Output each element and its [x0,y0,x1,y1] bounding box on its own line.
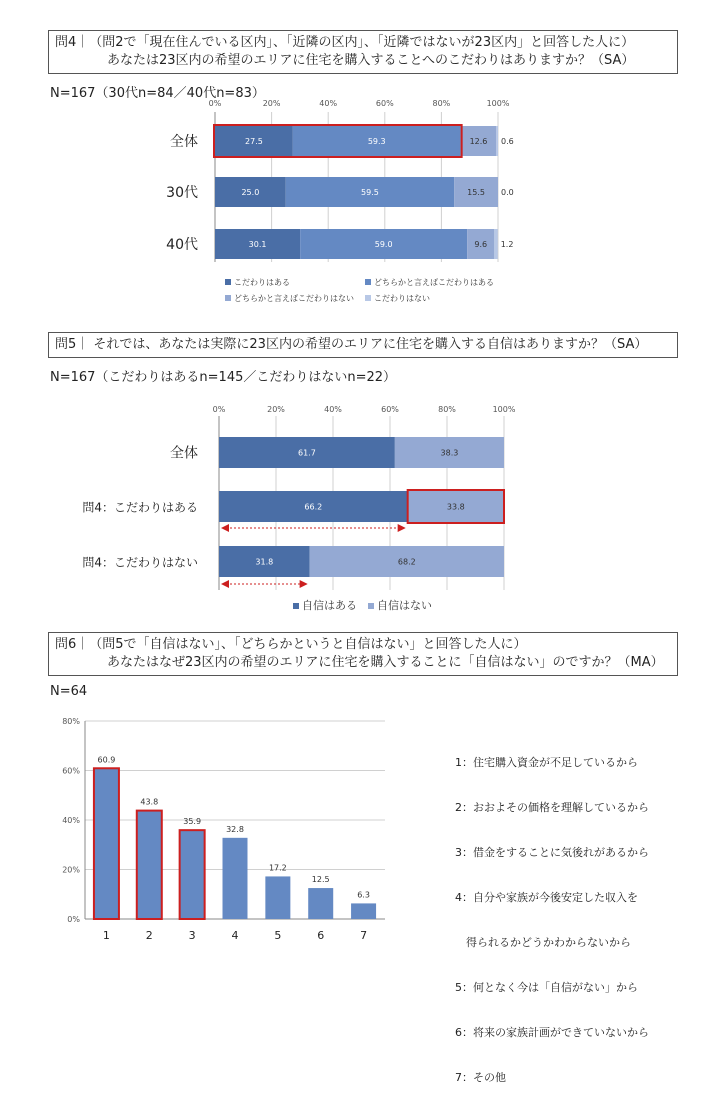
q4-data-label: 30.1 [248,240,267,249]
q6-y-tick-label: 40% [62,816,80,825]
q4-data-label: 9.6 [474,240,488,249]
q6-bar [94,768,119,919]
q6-bar [137,811,162,919]
q4-data-label: 15.5 [467,188,485,197]
q6-reason-item: 4：自分や家族が今後安定した収入を [455,891,638,904]
q5-data-label: 38.3 [440,448,459,458]
q4-legend-label: こだわりはある [234,278,290,287]
q4-data-label: 59.3 [367,137,386,146]
q6-bar [223,838,248,919]
q5-legend-label: 自信はある [302,599,357,612]
q6-sample-size: N=64 [50,684,88,699]
q4-data-label: 59.5 [361,188,379,197]
q6-x-tick-label: 4 [231,929,239,942]
q5-sample-size: N=167（こだわりはあるn=145／こだわりはないn=22） [50,370,397,385]
q4-x-tick-label: 20% [262,99,281,108]
q4-category-label: 全体 [170,134,198,150]
q6-x-tick-label: 6 [317,929,325,942]
q4-data-label: 59.0 [374,240,393,249]
q4-x-tick-label: 100% [486,99,510,108]
q6-reason-item: 1：住宅購入資金が不足しているから [455,756,638,769]
q6-data-label: 17.2 [268,863,287,873]
q5-legend-swatch [293,603,299,609]
q6-reason-item: 得られるかどうかわからないから [455,936,631,949]
q6-bar [265,876,290,919]
q5-question-line1: 問5｜ それでは、あなたは実際に23区内の希望のエリアに住宅を購入する自信はありますか？（SA） [55,337,648,352]
q4-bar-segment [496,126,498,156]
q6-question-line1: 問6｜（問5で「自信はない」、「どちらかというと自信はない」と回答した人に） [55,637,527,652]
q4-legend-label: どちらかと言えばこだわりはある [374,278,494,287]
q6-reason-item: 2：おおよその価格を理解しているから [455,801,649,814]
q5-data-label: 33.8 [446,502,465,512]
q5-x-tick-label: 20% [267,405,285,414]
q5-legend-label: 自信はない [377,599,432,612]
q4-legend-swatch [365,295,371,301]
q6-x-tick-label: 2 [145,929,153,942]
q5-data-label: 61.7 [298,448,316,458]
q4-question-line2: あなたは23区内の希望のエリアに住宅を購入することへのこだわりはありますか？（SA） [107,53,635,68]
q4-data-label: 25.0 [241,188,260,197]
q5-category-label: 問4：こだわりはある [82,500,198,515]
q5-x-tick-label: 100% [492,405,516,414]
q4-x-tick-label: 40% [319,99,338,108]
q4-x-tick-label: 0% [208,99,222,108]
q4-legend-label: どちらかと言えばこだわりはない [234,294,354,303]
q4-legend-swatch [225,295,231,301]
q4-data-label: 12.6 [469,137,488,146]
q6-reason-item: 6：将来の家族計画ができていないから [455,1026,649,1039]
q4-data-label: 0.6 [501,137,514,146]
q5-data-label: 66.2 [304,502,323,512]
q6-question-line2: あなたはなぜ23区内の希望のエリアに住宅を購入することに「自信はない」のですか？（MA） [107,655,664,670]
q6-y-tick-label: 60% [62,766,80,776]
q6-data-label: 43.8 [140,797,159,807]
q5-x-tick-label: 80% [438,405,456,414]
q6-bar [308,888,333,919]
q6-reason-item: 7：その他 [455,1071,506,1084]
q6-x-tick-label: 7 [360,929,368,942]
q4-legend-swatch [225,279,231,285]
q6-data-label: 12.5 [311,875,330,885]
q5-legend-swatch [368,603,374,609]
q5-data-label: 68.2 [397,557,416,567]
q5-category-label: 全体 [170,445,198,462]
q4-data-label: 0.0 [501,188,514,197]
q6-data-label: 32.8 [226,824,244,834]
q6-data-label: 6.3 [357,890,370,900]
q4-x-tick-label: 60% [375,99,394,108]
q4-data-label: 27.5 [245,137,263,146]
q6-x-tick-label: 3 [188,929,196,942]
q5-data-label: 31.8 [255,557,274,567]
q5-x-tick-label: 40% [324,405,342,414]
q4-legend-swatch [365,279,371,285]
q6-y-tick-label: 0% [67,915,80,924]
q4-category-label: 30代 [166,185,198,201]
q6-reason-item: 3：借金をすることに気後れがあるから [455,846,649,859]
q6-bar [180,830,205,919]
q4-data-label: 1.2 [500,240,514,249]
q4-legend-label: こだわりはない [374,294,430,303]
q6-data-label: 60.9 [97,755,116,765]
q4-question-line1: 問4｜（問2で「現在住んでいる区内」、「近隣の区内」、「近隣ではないが23区内」と回答した人に） [55,35,635,50]
q4-sample-size: N=167（30代n=84／40代n=83） [50,86,265,101]
q4-bar-segment [494,229,497,259]
q6-reason-item: 5：何となく今は「自信がない」から [455,981,638,994]
q6-x-tick-label: 1 [102,929,110,942]
q5-x-tick-label: 60% [381,405,399,414]
q4-category-label: 40代 [166,237,198,253]
q4-x-tick-label: 80% [432,99,451,108]
q6-y-tick-label: 80% [62,717,80,726]
q5-x-tick-label: 0% [212,405,226,414]
q6-data-label: 35.9 [183,817,202,827]
q6-x-tick-label: 5 [274,929,282,942]
q6-bar [351,903,376,919]
q6-y-tick-label: 20% [62,865,80,875]
q5-category-label: 問4：こだわりはない [82,555,198,570]
